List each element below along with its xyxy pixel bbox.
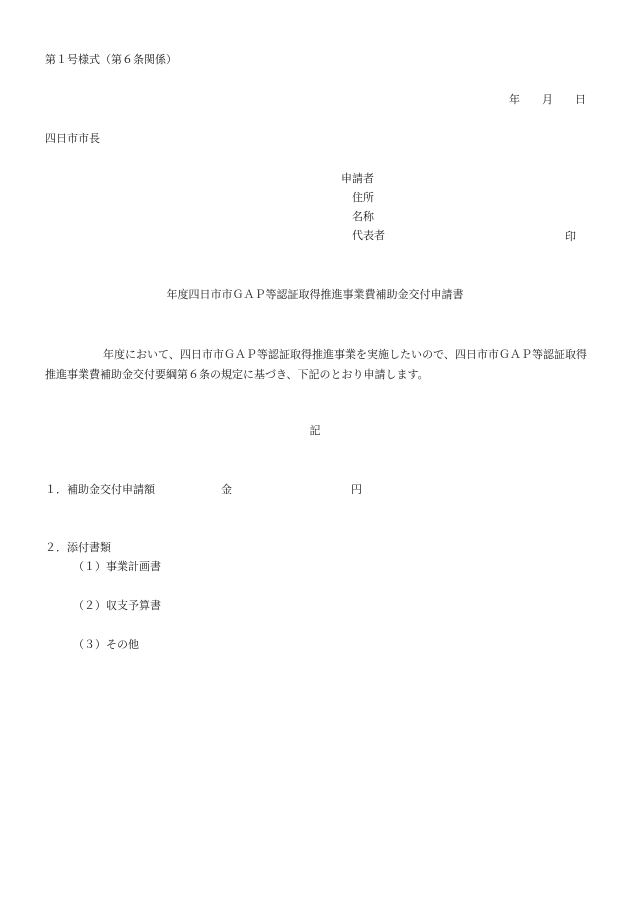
attachment-item: （３）その他 (73, 638, 139, 651)
document-title: 年度四日市市ＧＡＰ等認証取得推進事業費補助金交付申請書 (166, 288, 464, 301)
form-number: 第１号様式（第６条関係） (45, 53, 177, 66)
item-subsidy-amount-label: １．補助金交付申請額 (45, 483, 155, 496)
applicant-heading: 申請者 (341, 172, 374, 185)
applicant-representative-label: 代表者 (352, 229, 385, 242)
date-day-label: 日 (575, 93, 586, 106)
record-heading: 記 (309, 424, 321, 437)
date-month-label: 月 (542, 93, 553, 106)
item-attachments-label: ２．添付書類 (45, 541, 111, 554)
attachment-item: （２）収支予算書 (73, 599, 161, 612)
applicant-block (341, 169, 385, 245)
applicant-name-label: 名称 (352, 210, 374, 223)
applicant-address-label: 住所 (352, 191, 374, 204)
item-subsidy-amount-gold: 金 (221, 483, 232, 496)
item-subsidy-amount-yen: 円 (351, 483, 362, 496)
addressee: 四日市市長 (45, 132, 100, 145)
seal-mark: 印 (565, 230, 576, 243)
date-year-label: 年 (509, 93, 520, 106)
body-paragraph: 年度において、四日市市ＧＡＰ等認証取得推進事業を実施したいので、四日市市ＧＡＰ等認証取得推進事業費補助金交付要綱第６条の規定に基づき、下記のとおり申請します。 (45, 348, 587, 381)
date-line (509, 92, 586, 108)
attachment-item: （１）事業計画書 (73, 560, 161, 573)
